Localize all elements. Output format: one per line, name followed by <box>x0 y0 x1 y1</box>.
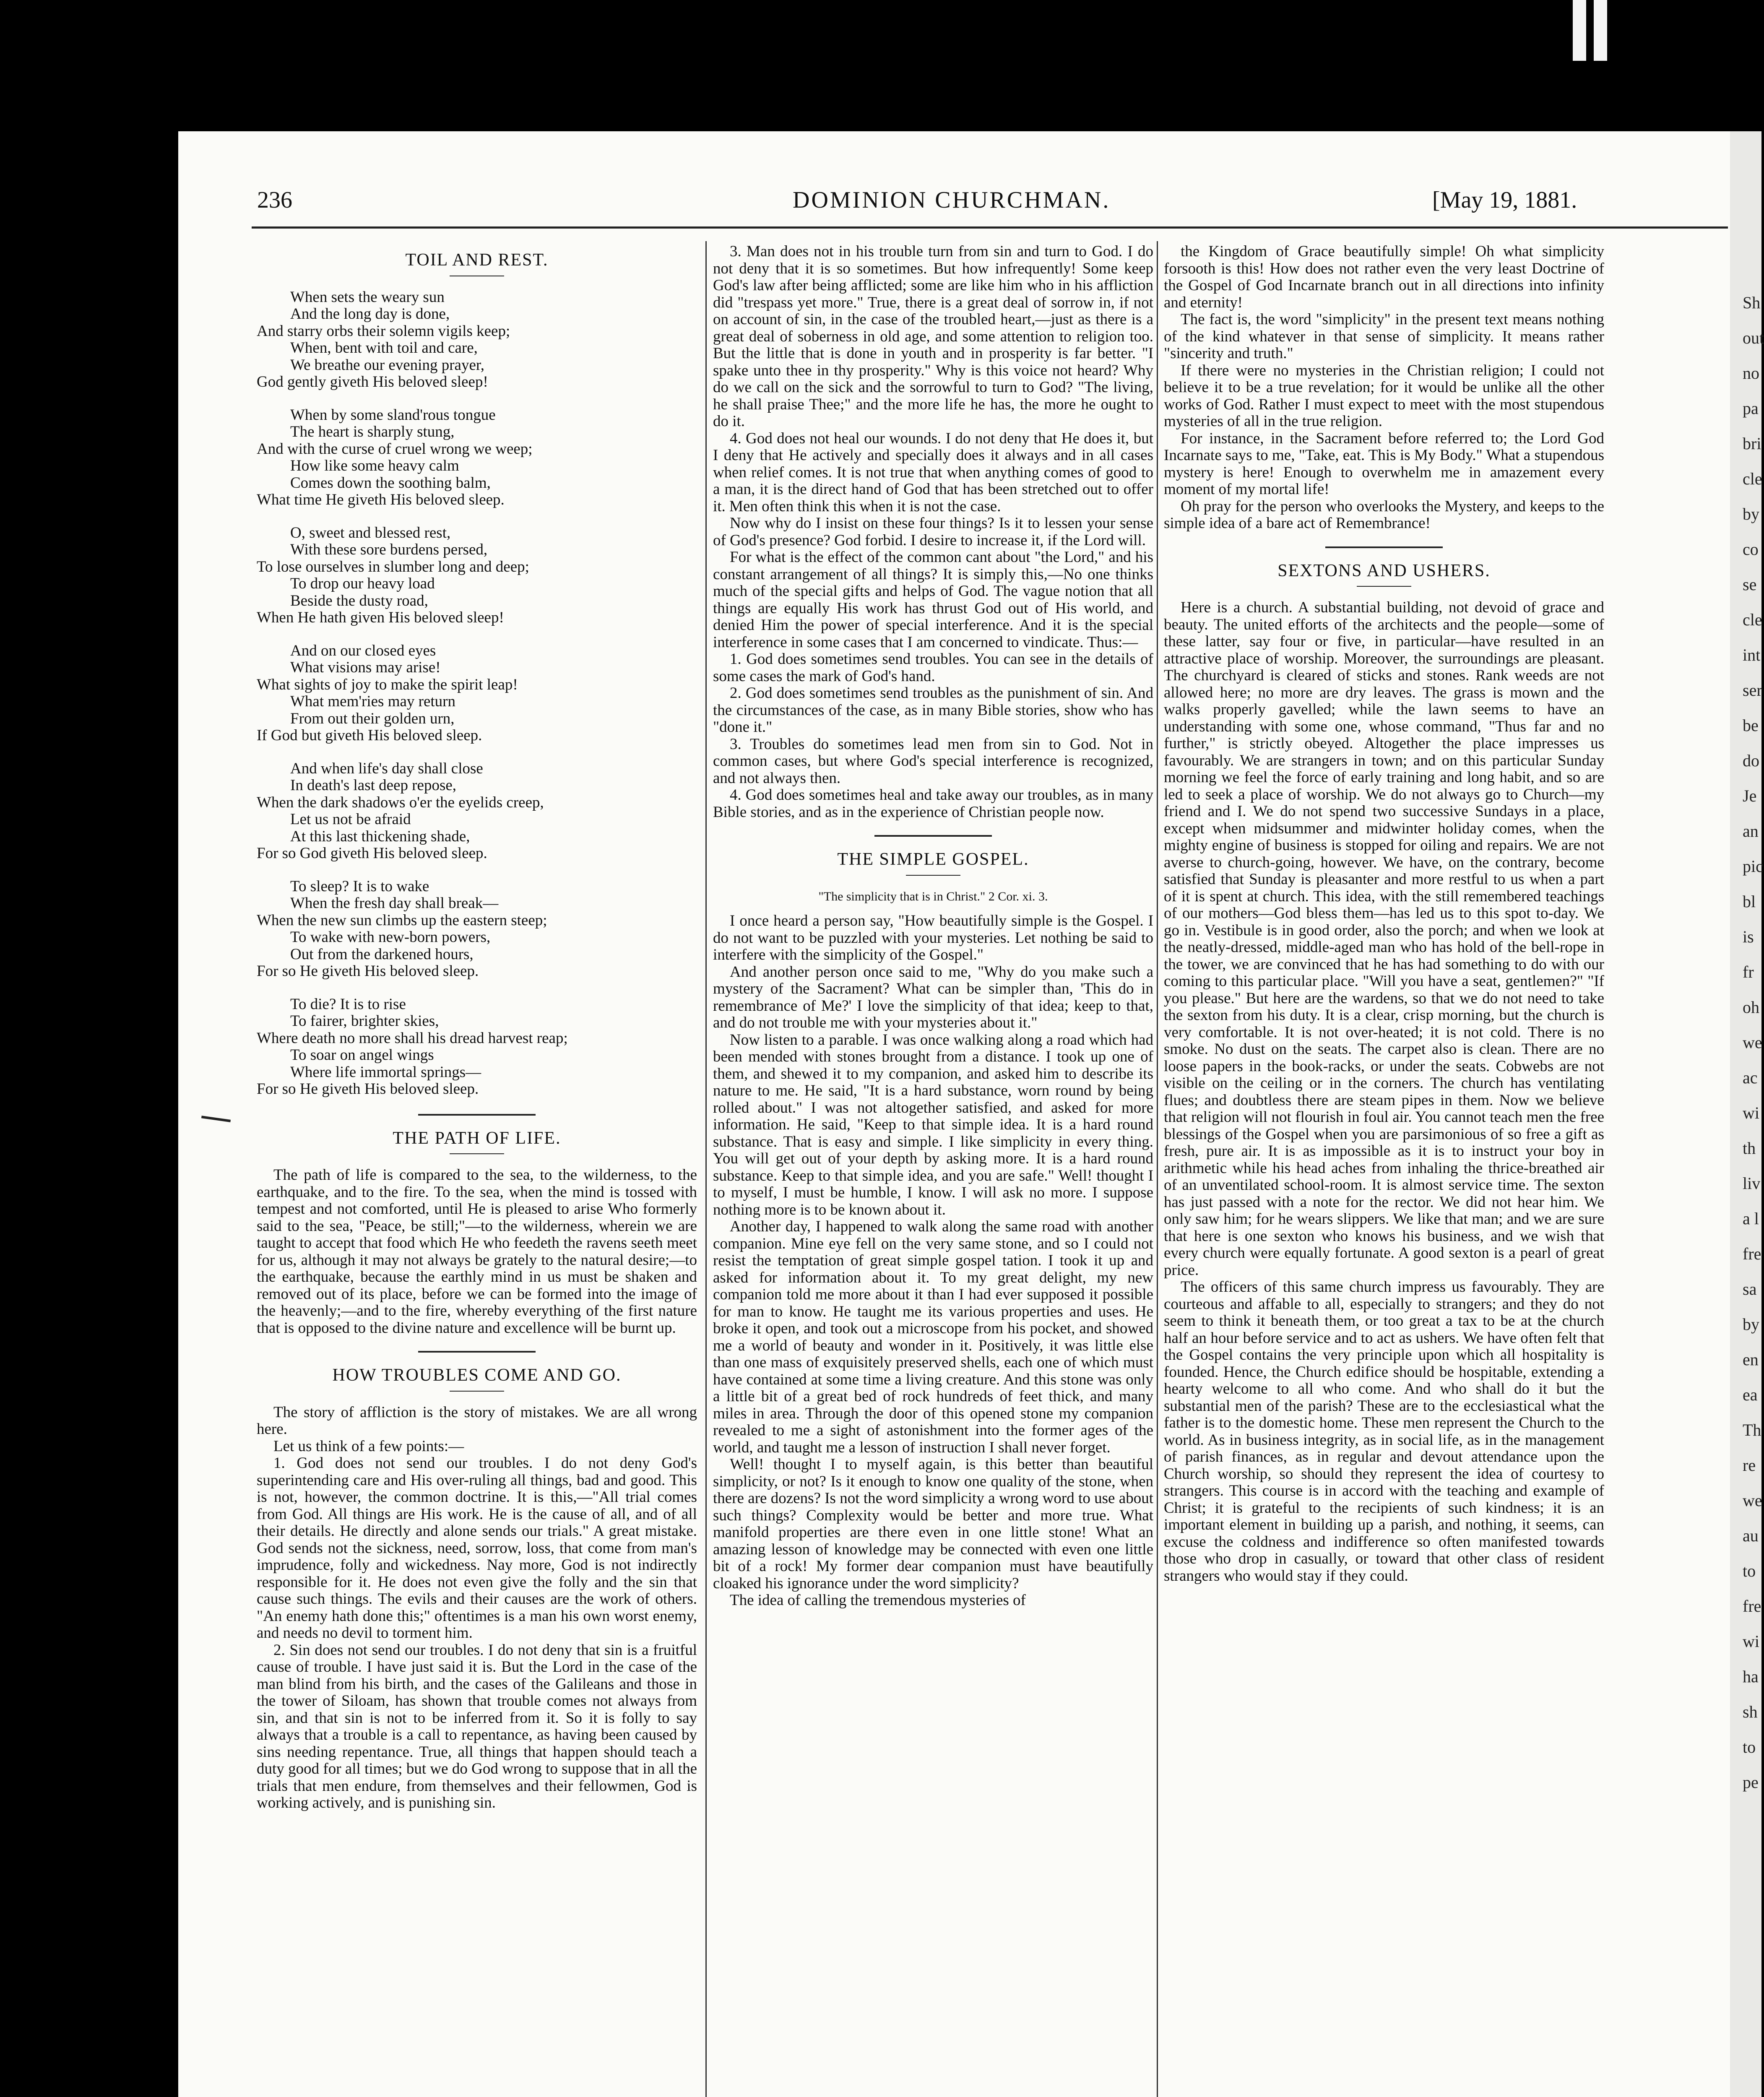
edge-fragment: we <box>1743 1033 1762 1052</box>
poem-line: From out their golden urn, <box>290 710 455 727</box>
paragraph: Now why do I insist on these four things? Is it to lessen your sense of God's presence? God forbid. I desire to increase it, if the Lord will. <box>713 515 1153 549</box>
poem-line: When, bent with toil and care, <box>290 339 478 356</box>
poem-line: When the fresh day shall break— <box>290 895 499 912</box>
section-rule <box>874 835 992 837</box>
edge-fragment: is <box>1743 927 1754 946</box>
poem-line: And the long day is done, <box>290 305 450 323</box>
poem-line: To drop our heavy load <box>290 575 435 592</box>
article-title: HOW TROUBLES COME AND GO. <box>332 1366 622 1385</box>
edge-fragment: sh <box>1743 1702 1758 1721</box>
poem-line: To wake with new-born powers, <box>290 929 491 946</box>
stanza <box>257 643 697 744</box>
paragraph: If there were no mysteries in the Christian religion; I could not believe it to be a true revelation; for it would be unlike all the other works of God. Rather I must expect to meet with the most stupendous mysteries of all in the true religion. <box>1164 362 1604 430</box>
poem-line: And with the curse of cruel wrong we weep; <box>257 440 533 458</box>
stanza <box>257 878 697 980</box>
column-2 <box>713 243 1153 1609</box>
masthead: DOMINION CHURCHMAN. <box>793 187 1111 213</box>
scan-bar <box>1594 0 1607 61</box>
edge-fragment: by <box>1743 505 1759 523</box>
edge-fragment: wi <box>1743 1632 1759 1651</box>
poem-line: God gently giveth His beloved sleep! <box>257 373 488 390</box>
poem-line: For so He giveth His beloved sleep. <box>257 963 479 980</box>
edge-fragment: cle <box>1743 469 1762 488</box>
edge-fragment: ea <box>1743 1385 1758 1404</box>
edge-fragment: ac <box>1743 1068 1758 1087</box>
poem-line: When by some sland'rous tongue <box>290 406 496 424</box>
poem-line: To lose ourselves in slumber long and deep; <box>257 558 529 575</box>
poem-line: To soar on angel wings <box>290 1046 434 1064</box>
column-divider <box>705 241 707 2097</box>
poem-line: What visions may arise! <box>290 659 441 676</box>
poem-line: O, sweet and blessed rest, <box>290 524 451 541</box>
poem-line: The heart is sharply stung, <box>290 423 455 440</box>
poem-line: Where life immortal springs— <box>290 1063 481 1081</box>
edge-fragment: out <box>1743 328 1764 347</box>
edge-fragment: ser <box>1743 681 1762 700</box>
edge-fragment: se <box>1743 575 1757 594</box>
article-body <box>713 243 1153 821</box>
title-rule <box>1357 586 1411 587</box>
column-1 <box>257 243 697 1812</box>
paragraph: Here is a church. A substantial building, not devoid of grace and beauty. The united efforts of the architects and the people—some of these latter, say four or five, in particular—have resulted in an attractive place of worship. Moreover, the surroundings are pleasant. The churchyard is cleared of sticks and stones. Rank weeds are not allowed here; no more are dry leaves. The grass is mown and the walks properly gavelled; while the lawn seems to have an understanding with some one, whose command, "Thus far and no further," is strictly obeyed. Altogether the place impresses us favourably. We are strangers in town; and on this particular Sunday morning we feel the force of early training and long habit, and so are led to seek a place of worship. We do not always go to Church—my friend and I. We do not spend two successive Sundays in a place, except when midsummer and midwinter holiday comes, when the mighty engine of business is stopped for oiling and repairs. We are not averse to church-going, however. We have, on the contrary, become satisfied that Sunday is pleasanter and more restful to us when a part of it is spent at church. This idea, with the still remembered teachings of our mothers—God bless them—has led us to this spot to-day. We go in. Vestibule is in good order, also the porch; and when we look at the neatly-dressed, middle-aged man who has hold of the bell-rope in the tower, we are convinced that he has had something to do with our coming to this particular place. "Will you have a seat, gentlemen?" "If you please." But here are the wardens, so that we do not need to take the sexton from his duty. It is a clear, crisp morning, but the church is very comfortable. It is not over-heated; it is not cold. There is no smoke. No dust on the seats. The carpet also is clean. There are no loose papers in the book-racks, or under the seats. Cobwebs are not visible on the ceiling or in the corners. The church has ventilating flues; and doubtless there are steam pipes in them. Now we believe that religion will not flourish in foul air. You cannot teach men the free blessings of the Gospel when you are parsimonious of so free a gift as fresh, pure air. It is as impossible as it is to instruct your boy in arithmetic while his head aches from inhaling the thrice-breathed air of an unventilated school-room. It is almost service time. The sexton has just passed with a note for the rector. We did not hear him. We only saw him; for he wears slippers. We like that man; and we are sure that here is one sexton who knows his business, and we wish that every church were equally fortunate. A good sexton is a pearl of great price. <box>1164 599 1604 1279</box>
edge-fragment: fre <box>1743 1244 1761 1263</box>
poem-line: To sleep? It is to wake <box>290 877 429 895</box>
edge-fragment: re <box>1743 1456 1756 1475</box>
edge-fragment: no <box>1743 364 1759 382</box>
epigraph: "The simplicity that is in Christ." 2 Cor. xi. 3. <box>818 889 1048 903</box>
edge-fragment: by <box>1743 1315 1759 1334</box>
poem-line: When sets the weary sun <box>290 288 445 306</box>
article-body <box>257 1404 697 1812</box>
paragraph: I once heard a person say, "How beautifully simple is the Gospel. I do not want to be puzzled with your mysteries. Let nothing be said to interfere with the simplicity of the Gospel." <box>713 912 1153 963</box>
poem-line: And when life's day shall close <box>290 760 483 777</box>
article-title: SEXTONS AND USHERS. <box>1277 561 1491 580</box>
edge-fragment: we <box>1743 1491 1762 1510</box>
column-divider <box>1157 241 1158 2097</box>
article-body <box>713 913 1153 1609</box>
stanza <box>257 407 697 509</box>
paragraph: For what is the effect of the common cant about "the Lord," and his constant arrangement of all things? It is simply this,—No one thinks much of the special gifts and helps of God. The vague notion that all things are equally His work has thrust God out of His world, and denied Him the power of special interference. And it is the special interference in some cases that I am concerned to vindicate. Thus:— <box>713 549 1153 651</box>
article-title: TOIL AND REST. <box>405 250 549 270</box>
paragraph: 4. God does not heal our wounds. I do not deny that He does it, but I deny that He actively and specially does it always and in all cases when relief comes. It is not true that when anything comes of good to a man, it is the direct hand of God that has been stretched out to offer it. Men often think this when it is not the case. <box>713 429 1153 515</box>
poem-line: When the dark shadows o'er the eyelids creep, <box>257 794 544 811</box>
poem-line: When the new sun climbs up the eastern steep; <box>257 911 547 929</box>
poem-line: Where death no more shall his dread harvest reap; <box>257 1029 568 1047</box>
facing-page-text <box>1743 285 1764 1800</box>
edge-fragment: liv <box>1743 1174 1761 1193</box>
stanza <box>257 525 697 627</box>
poem-line: And on our closed eyes <box>290 642 436 659</box>
poem <box>257 289 697 1098</box>
edge-fragment: be <box>1743 716 1759 735</box>
poem-line: What time He giveth His beloved sleep. <box>257 491 505 508</box>
poem-line: With these sore burdens persed, <box>290 541 488 558</box>
column-3 <box>1164 243 1604 1584</box>
header-rule <box>252 226 1728 229</box>
poem-line: How like some heavy calm <box>290 457 459 474</box>
paragraph: 3. Man does not in his trouble turn from sin and turn to God. I do not deny that it is so sometimes. But how infrequently! Some keep God's law after being afflicted; some are like him who in his affliction did "trespass yet more." True, there is a great deal of sorrow in, if not on account of sin, in the case of the troubled heart,—just as there is a great deal of soberness in old age, and some attention to religion too. But the little that is done in youth and in prosperity is far better. "I spake unto thee in thy prosperity." Why is this voice not heard? Why do we call on the sick and the sorrowful to turn to God? "The living, he shall praise Thee;" and the more life he has, the more he ought to do it. <box>713 243 1153 430</box>
article-title: THE PATH OF LIFE. <box>393 1128 561 1148</box>
poem-line: What mem'ries may return <box>290 693 455 710</box>
paragraph: The idea of calling the tremendous mysteries of <box>730 1592 1026 1609</box>
section-rule <box>1325 546 1443 548</box>
edge-fragment: bri <box>1743 434 1761 453</box>
poem-line: Let us not be afraid <box>290 811 411 828</box>
edge-fragment: Th <box>1743 1421 1761 1439</box>
edge-fragment: oh <box>1743 998 1759 1017</box>
poem-line: For so God giveth His beloved sleep. <box>257 845 487 862</box>
poem-line: Beside the dusty road, <box>290 592 428 609</box>
paragraph: 2. God does sometimes send troubles as the punishment of sin. And the circumstances of the case, as in many Bible stories, show who has "done it." <box>713 684 1153 736</box>
edge-fragment: wi <box>1743 1103 1759 1122</box>
poem-line: What sights of joy to make the spirit leap! <box>257 676 518 693</box>
stanza <box>257 996 697 1098</box>
edge-fragment: bl <box>1743 892 1756 911</box>
edge-fragment: en <box>1743 1350 1759 1369</box>
edge-fragment: do <box>1743 751 1759 770</box>
paragraph: Let us think of a few points:— <box>273 1437 464 1455</box>
article-body <box>257 1167 697 1337</box>
edge-fragment: int <box>1743 645 1761 664</box>
edge-fragment: co <box>1743 540 1759 559</box>
article-body <box>1164 243 1604 532</box>
paragraph: the Kingdom of Grace beautifully simple! Oh what simplicity forsooth is this! How does not rather even the very least Doctrine of the Gospel of God Incarnate branch out in all directions into infinity and eternity! <box>1164 243 1604 311</box>
paragraph: Oh pray for the person who overlooks the Mystery, and keeps to the simple idea of a bare act of Remembrance! <box>1164 497 1604 532</box>
poem-line: And starry orbs their solemn vigils keep; <box>257 322 510 340</box>
edge-fragment: pa <box>1743 399 1759 418</box>
paragraph: 4. God does sometimes heal and take away our troubles, as in many Bible stories, and as in the experience of Christian people now. <box>713 786 1153 821</box>
title-rule <box>450 1391 504 1392</box>
paragraph: 1. God does not send our troubles. I do not deny God's superintending care and His over-ruling all things, bad and good. This is not, however, the common doctrine. It is this,—"All trial comes from God. All things are His work. He is the cause of all, and of all their details. He directly and alone sends our trials." A great mistake. God sends not the sickness, need, sorrow, loss, that come from man's imprudence, folly and wickedness. Nay more, God is not indirectly responsible for it. He does not even give the folly and the sin that cause such things. The evils and their causes are the work of others. "An enemy hath done this;" oftentimes is a man his own worst enemy, and needs no devil to torment him. <box>257 1454 697 1642</box>
edge-fragment: Je <box>1743 786 1757 805</box>
stanza <box>257 289 697 391</box>
paragraph: Now listen to a parable. I was once walking along a road which had been mended with stones brought from a distance. I took up one of them, and shewed it to my companion, and asked him to describe its nature to me. He said, "It is a hard substance, worn round by being rolled about." I was not altogether satisfied, and asked for more information. He said, "Keep to that simple idea. It is a hard round substance. That is easy and simple. I like simplicity in every thing. You will get out of your depth by asking more. It is a hard round substance. Keep to that simple idea, and you are safe." Well! thought I to myself, I must be humble, I know. I will ask no more. I suppose nothing more is to be known about it. <box>713 1031 1153 1218</box>
paragraph: For instance, in the Sacrament before referred to; the Lord God Incarnate says to me, "Take, eat. This is My Body." What a stupendous mystery is here! Enough to overwhelm me in amazement every moment of my mortal life! <box>1164 429 1604 498</box>
edge-fragment: au <box>1743 1526 1759 1545</box>
edge-fragment: cle <box>1743 610 1762 629</box>
poem-line: When He hath given His beloved sleep! <box>257 609 504 626</box>
stanza <box>257 760 697 862</box>
article-title: THE SIMPLE GOSPEL. <box>837 850 1029 869</box>
edge-fragment: fr <box>1743 963 1754 981</box>
title-rule <box>450 1153 504 1154</box>
poem-line: At this last thickening shade, <box>290 827 470 845</box>
edge-fragment: to <box>1743 1561 1756 1580</box>
section-rule <box>418 1114 536 1116</box>
paragraph: The story of affliction is the story of mistakes. We are all wrong here. <box>257 1403 697 1438</box>
poem-line: To fairer, brighter skies, <box>290 1012 439 1030</box>
edge-fragment: a l <box>1743 1209 1759 1228</box>
poem-line: We breathe our evening prayer, <box>290 356 484 374</box>
paragraph: 3. Troubles do sometimes lead men from sin to God. Not in common cases, but where God's special interference is recognized, and not always then. <box>713 735 1153 787</box>
edge-fragment: Sh <box>1743 293 1761 312</box>
poem-line: For so He giveth His beloved sleep. <box>257 1080 479 1098</box>
edge-fragment: sa <box>1743 1280 1757 1298</box>
page-number: 236 <box>257 187 292 213</box>
scan-bar <box>1573 0 1586 61</box>
poem-line: Out from the darkened hours, <box>290 945 474 963</box>
edge-fragment: an <box>1743 822 1759 840</box>
paragraph: The officers of this same church impress us favourably. They are courteous and affable to all, especially to strangers; and they do not seem to think it beneath them, or too great a tax to be at the church half an hour before service and to act as ushers. We have often felt that the Gospel contains the very principle upon which all hospitality is founded. Hence, the Church edifice should be hospitable, extending a hearty welcome to all who come. And who shall do it but the substantial men of the parish? These are to the ecclesiastical what the father is to the domestic home. These men represent the Church to the world. As in business integrity, as in social life, as in the management of parish finances, as in regular and devout attendance upon the Church worship, so should they represent the idea of courtesy to strangers. This course is in accord with the teaching and example of Christ; it is grateful to the recipients of such kindness; it is an important element in building up a parish, and nothing, it seems, can excuse the coldness and indifference so often manifested towards those who drop in casually, or toward that other class of resident strangers who would stay if they could. <box>1164 1278 1604 1584</box>
paragraph: The path of life is compared to the sea, to the wilderness, to the earthquake, and to the fire. To the sea, when the mind is tossed with tempest and not comforted, until He is pleased to arise Who formerly said to the sea, "Peace, be still;"—to the wilderness, wherein we are taught to accept that food which He who feedeth the ravens seeth meet for us, although it may not always be grately to the natural desire;—to the earthquake, because the earthly mind in us must be shaken and removed out of its place, before we can be formed into the image of the heavenly;—and to the fire, whereby everything of the first nature that is opposed to the divine nature and excellence will be burnt up. <box>257 1166 697 1337</box>
paragraph: 1. God does sometimes send troubles. You can see in the details of some cases the mark of God's hand. <box>713 650 1153 685</box>
edge-fragment: pe <box>1743 1773 1759 1792</box>
poem-line: In death's last deep repose, <box>290 777 457 794</box>
edge-fragment: th <box>1743 1139 1756 1158</box>
paragraph: And another person once said to me, "Why do you make such a mystery of the Sacrament? What can be simpler than, 'This do in remembrance of Me?' I love the simplicity of that idea; keep to that, and do not trouble me with your mysteries about it." <box>713 963 1153 1031</box>
edge-fragment: fre <box>1743 1597 1761 1616</box>
poem-line: Comes down the soothing balm, <box>290 474 491 492</box>
section-rule <box>418 1351 536 1353</box>
paragraph: Well! thought I to myself again, is this better than beautiful simplicity, or not? Is it enough to know one quality of the stone, when there are dozens? Is not the word simplicity a wrong word to use about such things? Complexity would be better and more true. What manifold properties are there even in one little stone! What an amazing lesson of knowledge may be connected with even one little bit of a rock! My former dear companion must have beautifully cloaked his ignorance under the word simplicity? <box>713 1456 1153 1592</box>
paragraph: 2. Sin does not send our troubles. I do not deny that sin is a fruitful cause of trouble. I have just said it is. But the Lord in the case of the man blind from his birth, and the cases of the Galileans and those in the tower of Siloam, has shown that trouble comes not always from sin, and that sin is not to be inferred from it. So it is folly to say always that a trouble is a call to repentance, as having been caused by sins needing repentance. True, all things that happen should teach a duty good for all times; but we do God wrong to suppose that in all the trials that men endure, from themselves and their fellowmen, God is working actively, and is punishing sin. <box>257 1641 697 1811</box>
article-body <box>1164 599 1604 1584</box>
paragraph: Another day, I happened to walk along the same road with another companion. Mine eye fell on the very same stone, and so I could not resist the temptation of great simple gospel tation. I took it up and asked for information about it. To my great delight, my new companion told me more about it than I had ever supposed it possible for man to know. He taught me its various properties and uses. He broke it open, and took out a microscope from his pocket, and showed me a world of beauty and wonder in it. Positively, it was little else than one mass of exquisitely preserved shells, each one of which must have contained at some time a living creature. And this stone was only a little bit of a great bed of rock hundreds of feet thick, and many miles in area. Through the door of this opened stone my companion revealed to me a sight of astonishment into the former ages of the world, and taught me a lesson of instruction I shall never forget. <box>713 1218 1153 1456</box>
edge-fragment: to <box>1743 1738 1756 1756</box>
title-rule <box>906 875 960 876</box>
poem-line: To die? It is to rise <box>290 995 406 1013</box>
edge-fragment: pic <box>1743 857 1763 876</box>
edge-fragment: ha <box>1743 1667 1759 1686</box>
poem-line: If God but giveth His beloved sleep. <box>257 727 482 744</box>
issue-date: [May 19, 1881. <box>1432 187 1577 213</box>
paragraph: The fact is, the word "simplicity" in the present text means nothing of the kind whatever in that sense of simplicity. It means rather "sincerity and truth." <box>1164 311 1604 362</box>
